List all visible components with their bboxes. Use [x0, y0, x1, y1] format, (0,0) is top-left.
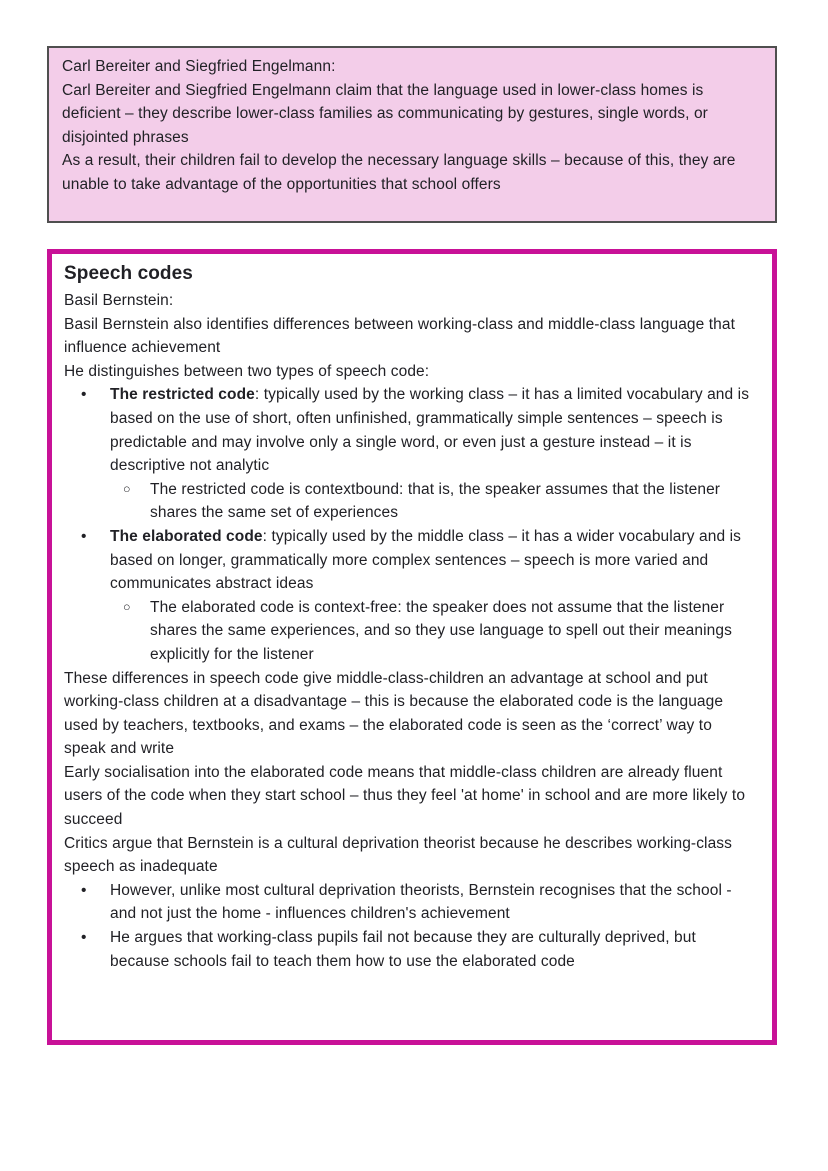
top-box-paragraph-2: As a result, their children fail to develop the necessary language skills – because of this, they are unable to take advantage of the opportunities that school offers — [62, 152, 736, 193]
bullet-circle-icon: ○ — [123, 599, 131, 614]
sub-bullet-elaborated-contextfree — [123, 596, 758, 667]
intro-line-basil: Basil Bernstein: — [64, 292, 174, 309]
paragraph-critics: Critics argue that Bernstein is a cultural deprivation theorist because he describes working-class speech as inadequate — [64, 834, 733, 876]
paragraph-differences: These differences in speech code give middle-class-children an advantage at school and put working-class children at a disadvantage – this is because the elaborated code is the language used by teachers, textbooks, and exams – the elaborated code is seen as the ‘correct’ way to speak and write — [64, 669, 724, 758]
sub-bullet-restricted-contextbound — [123, 478, 758, 525]
speech-codes-box — [47, 249, 777, 1045]
bullet-dot-icon: • — [81, 386, 87, 404]
bullet-rest-elaborated-code: : typically used by the middle class – it has a wider vocabulary and is based on longer, grammatically more complex sentences – speech is more varied and communicates abstract ideas — [110, 527, 741, 593]
intro-line-distinguishes: He distinguishes between two types of speech code: — [64, 362, 430, 380]
top-box-paragraph-1: Carl Bereiter and Siegfried Engelmann claim that the language used in lower-class homes is deficient – they describe lower-class families as communicating by gestures, single words, or disjointed phrases — [62, 81, 708, 146]
sub-bullet-text-restricted: The restricted code is contextbound: that is, the speaker assumes that the listener shares the same set of experiences — [150, 480, 721, 522]
top-box-heading-line: Carl Bereiter and Siegfried Engelmann: — [62, 58, 336, 75]
bullet-lead-elaborated-code: The elaborated code — [110, 527, 263, 545]
bullet-rest-restricted-code: : typically used by the working class – it has a limited vocabulary and is based on the use of short, often unfinished, grammatically simple sentences – speech is predictable and may involve only a single word, or even just a gesture instead – it is descriptive not analytic — [110, 386, 750, 475]
bullet-dot-icon: • — [81, 881, 87, 899]
bullet-circle-icon: ○ — [123, 481, 131, 496]
intro-line-identifies: Basil Bernstein also identifies differences between working-class and middle-class language that influence achievement — [64, 315, 736, 357]
bullet-item-restricted-code — [81, 383, 758, 477]
bullet-dot-icon: • — [81, 929, 87, 947]
bullet-item-he-argues — [81, 926, 758, 973]
bullet-dot-icon: • — [81, 527, 87, 545]
bullet-text-restricted-code — [110, 383, 758, 477]
sub-bullet-text-elaborated: The elaborated code is context-free: the speaker does not assume that the listener shares the same experiences, and so they use language to spell out their meanings explicitly for the listener — [150, 598, 732, 663]
bullet-lead-restricted-code: The restricted code — [110, 386, 255, 404]
bullet-text-however: However, unlike most cultural deprivation theorists, Bernstein recognises that the school - and not just the home - influences children's achievement — [110, 881, 732, 923]
bullet-item-elaborated-code — [81, 525, 758, 596]
bullet-text-elaborated-code — [110, 525, 758, 596]
speech-codes-title: Speech codes — [64, 263, 193, 284]
bullet-item-however — [81, 879, 758, 926]
bullet-text-he-argues: He argues that working-class pupils fail not because they are culturally deprived, but because schools fail to teach them how to use the elaborated code — [110, 929, 696, 970]
paragraph-early-socialisation: Early socialisation into the elaborated code means that middle-class children are already fluent users of the code when they start school – thus they feel 'at home' in school and are more likely to succeed — [64, 763, 746, 829]
bereiter-engelmann-box — [47, 46, 777, 223]
